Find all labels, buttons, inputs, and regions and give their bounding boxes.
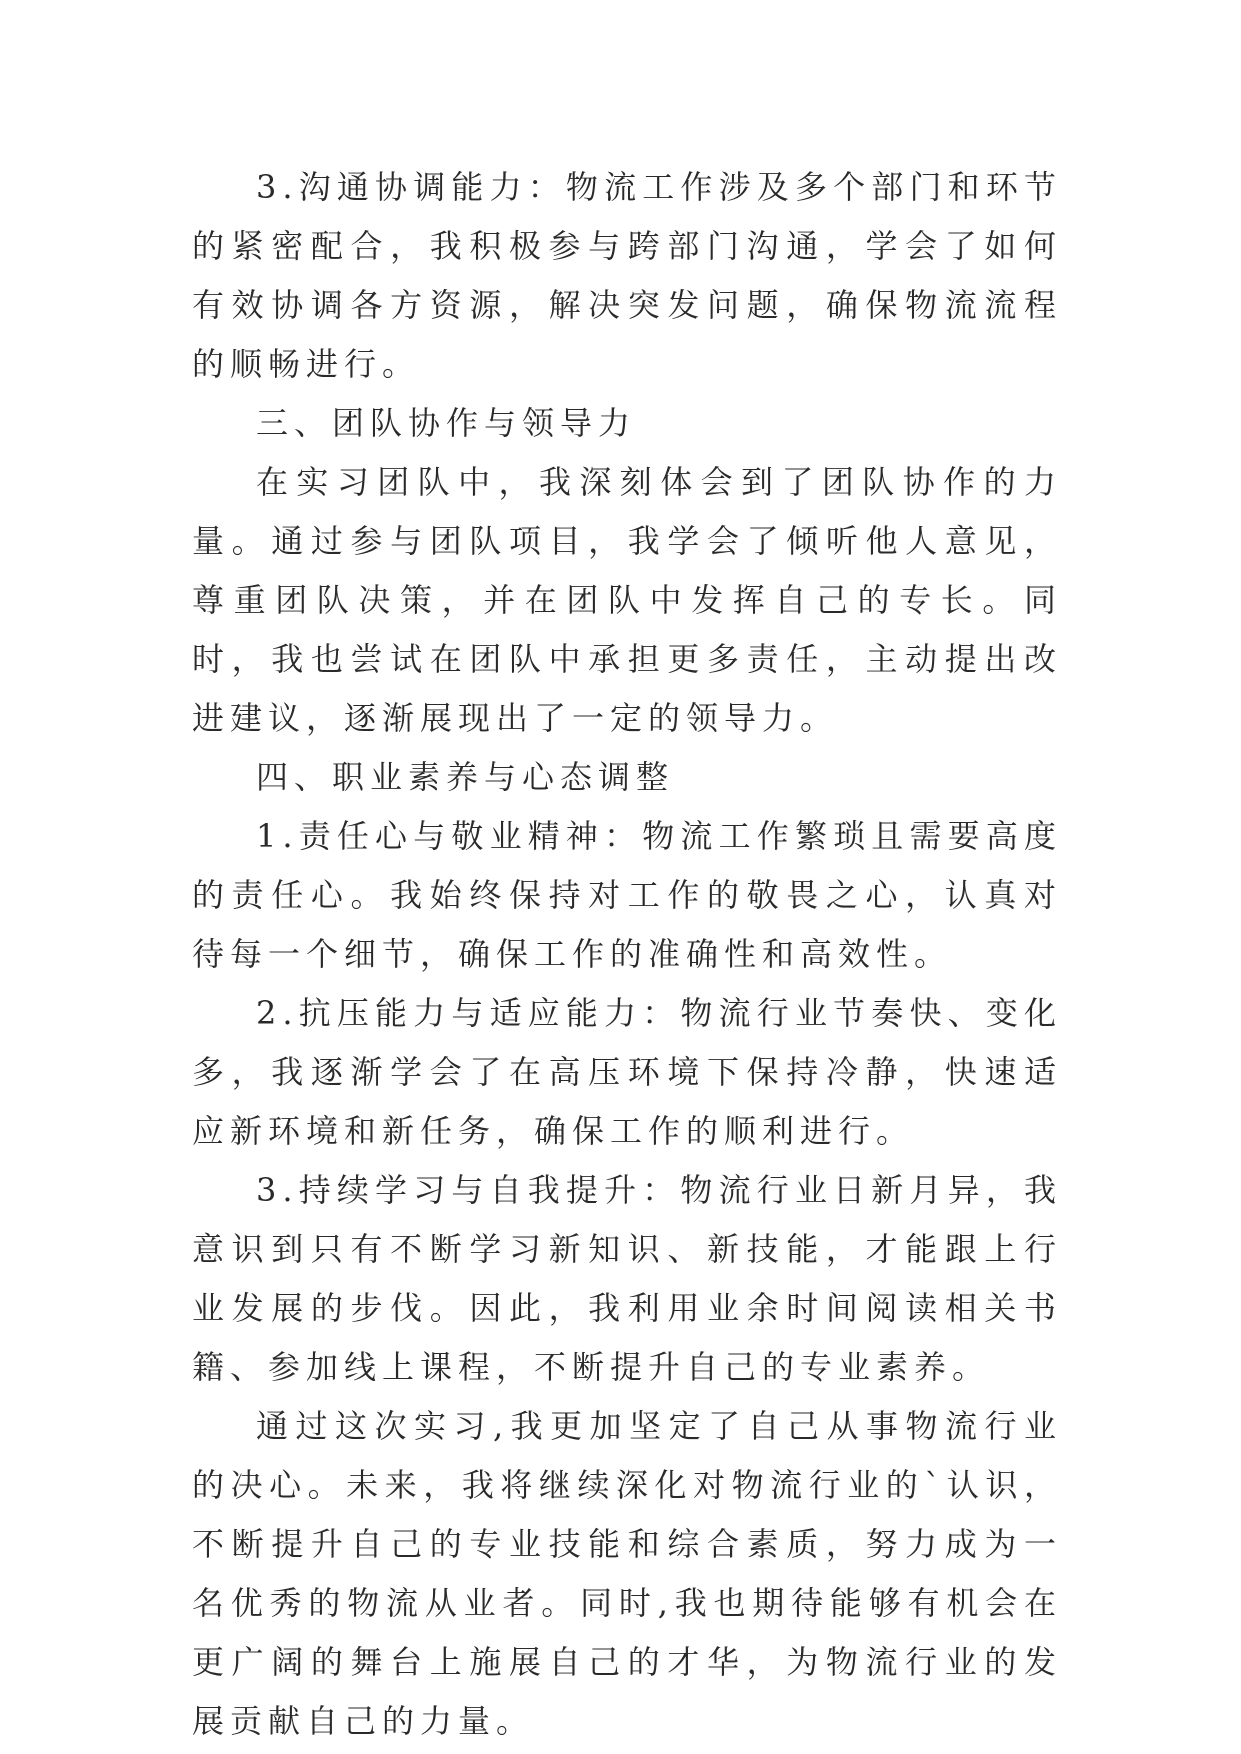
paragraph-adaptability: 2.抗压能力与适应能力：物流行业节奏快、变化多，我逐渐学会了在高压环境下保持冷静，快速适应新环境和新任务，确保工作的顺利进行。: [192, 994, 1062, 1150]
paragraph-conclusion: 通过这次实习,我更加坚定了自己从事物流行业的决心。未来，我将继续深化对物流行业的`认识，不断提升自己的专业技能和综合素质，努力成为一名优秀的物流从业者。同时,我也期待能够有机会在更广阔的舞台上施展自己的才华，为物流行业的发展贡献自己的力量。: [192, 1407, 1062, 1740]
paragraph-responsibility: 1.责任心与敬业精神：物流工作繁琐且需要高度的责任心。我始终保持对工作的敬畏之心，认真对待每一个细节，确保工作的准确性和高效性。: [192, 817, 1062, 973]
document-body: [192, 158, 1062, 1751]
paragraph-continuous-learning: 3.持续学习与自我提升：物流行业日新月异，我意识到只有不断学习新知识、新技能，才能跟上行业发展的步伐。因此，我利用业余时间阅读相关书籍、参加线上课程，不断提升自己的专业素养。: [192, 1171, 1062, 1386]
paragraph-communication-skills: 3.沟通协调能力：物流工作涉及多个部门和环节的紧密配合，我积极参与跨部门沟通，学会了如何有效协调各方资源，解决突发问题，确保物流流程的顺畅进行。: [192, 168, 1062, 383]
paragraph-teamwork: 在实习团队中，我深刻体会到了团队协作的力量。通过参与团队项目，我学会了倾听他人意见，尊重团队决策，并在团队中发挥自己的专长。同时，我也尝试在团队中承担更多责任，主动提出改进建议，逐渐展现出了一定的领导力。: [192, 463, 1062, 737]
section-heading-professionalism: 四、职业素养与心态调整: [256, 758, 675, 796]
section-heading-teamwork: 三、团队协作与领导力: [256, 404, 637, 442]
